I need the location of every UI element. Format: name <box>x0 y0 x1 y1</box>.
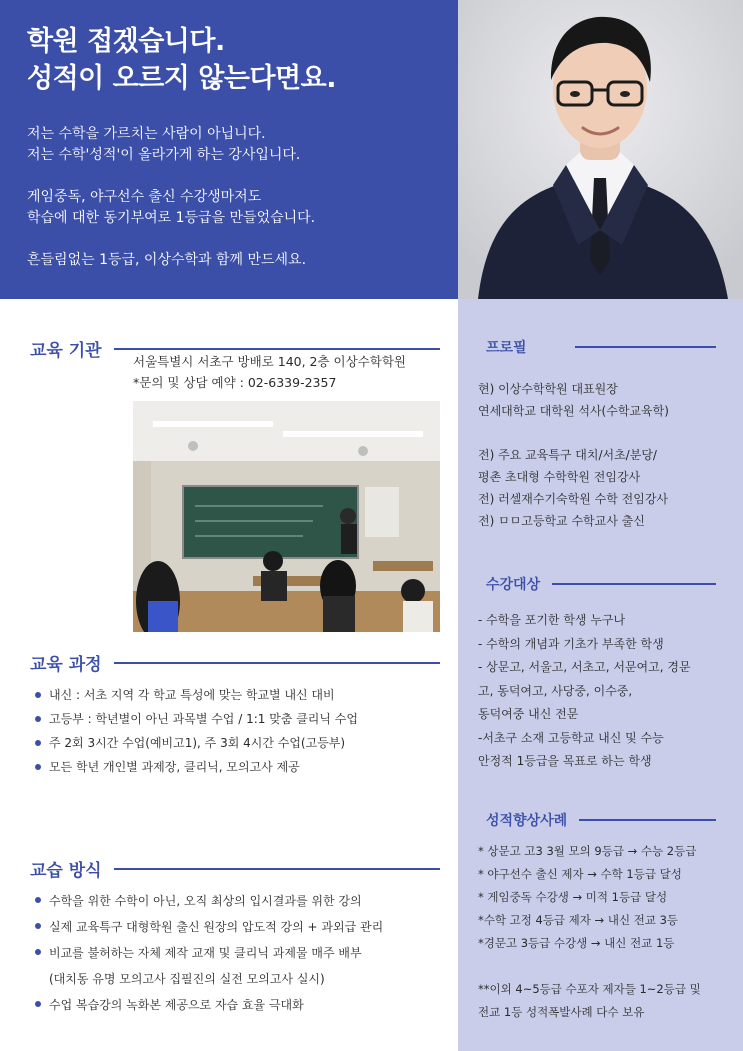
course-item: 주 2회 3시간 수업(예비고1), 주 3회 4시간 수업(고등부) <box>33 731 358 755</box>
classroom-photo <box>133 401 440 632</box>
institution-info <box>133 351 406 393</box>
intro-line: 저는 수학'성적'이 올라가게 하는 강사입니다. <box>27 147 301 163</box>
intro-line: 흔들림없는 1등급, 이상수학과 함께 만드세요. <box>27 252 307 268</box>
cases-text <box>478 840 730 1024</box>
case-line: * 상문고 고3 3월 모의 9등급 → 수능 2등급 <box>478 844 697 858</box>
target-line: - 수학의 개념과 기초가 부족한 학생 <box>478 636 664 651</box>
cases-section-header <box>486 810 716 830</box>
course-item: 모든 학년 개인별 과제장, 클리닉, 모의고사 제공 <box>33 755 358 779</box>
target-line: - 수학을 포기한 학생 누구나 <box>478 613 626 627</box>
divider-line <box>579 819 716 821</box>
case-line: *수학 고정 4등급 제자 → 내신 전교 3등 <box>478 913 679 927</box>
course-title: 교육 과정 <box>30 655 102 675</box>
case-line: 전교 1등 성적폭발사례 다수 보유 <box>478 1005 645 1019</box>
intro-text <box>27 124 315 271</box>
cases-title: 성적향상사례 <box>486 813 568 829</box>
target-line: - 상문고, 서울고, 서초고, 서문여고, 경문 <box>478 660 691 674</box>
contact-text: *문의 및 상담 예약 : 02-6339-2357 <box>133 375 337 390</box>
profile-line: 현) 이상수학학원 대표원장 <box>478 382 618 396</box>
profile-line: 전) 주요 교육특구 대치/서초/분당/ <box>478 448 657 462</box>
headline-line-1: 학원 접겠습니다. <box>27 26 225 57</box>
course-item: 내신 : 서초 지역 각 학교 특성에 맞는 학교별 내신 대비 <box>33 683 358 707</box>
method-item-note: (대치동 유명 모의고사 집필진의 실전 모의고사 실시) <box>49 972 325 986</box>
method-list <box>33 888 383 1018</box>
target-text <box>478 609 730 774</box>
divider-line <box>114 662 440 664</box>
method-title: 교습 방식 <box>30 861 102 881</box>
target-section-header <box>486 574 716 594</box>
target-title: 수강대상 <box>486 577 541 593</box>
course-list <box>33 683 358 779</box>
profile-title: 프로필 <box>486 340 527 356</box>
intro-line: 저는 수학을 가르치는 사람이 아닙니다. <box>27 126 266 142</box>
instructor-photo <box>458 0 743 299</box>
profile-line: 전) ㅁㅁ고등학교 수학교사 출신 <box>478 514 645 528</box>
method-item: 수업 복습강의 녹화본 제공으로 자습 효율 극대화 <box>33 992 383 1018</box>
divider-line <box>114 868 440 870</box>
course-item: 고등부 : 학년별이 아닌 과목별 수업 / 1:1 맞춤 클리닉 수업 <box>33 707 358 731</box>
target-line: 고, 동덕여고, 사당중, 이수중, <box>478 683 633 698</box>
profile-line: 전) 러셀재수기숙학원 수학 전임강사 <box>478 492 669 506</box>
intro-line: 게임중독, 야구선수 출신 수강생마저도 <box>27 189 262 205</box>
address-text: 서울특별시 서초구 방배로 140, 2층 이상수학학원 <box>133 354 407 369</box>
method-item: 비교를 불허하는 자체 제작 교재 및 클리닉 과제물 매주 배부 <box>33 940 383 966</box>
hero-banner <box>0 0 458 299</box>
case-line: *경문고 3등급 수강생 → 내신 전교 1등 <box>478 936 675 950</box>
method-item: 실제 교육특구 대형학원 출신 원장의 압도적 강의 + 과외급 관리 <box>33 914 383 940</box>
headline <box>27 23 336 97</box>
profile-line: 평촌 초대형 수학학원 전임강사 <box>478 470 641 484</box>
course-section-header <box>30 650 440 675</box>
case-line: * 야구선수 출신 제자 → 수학 1등급 달성 <box>478 867 682 881</box>
method-section-header <box>30 856 440 881</box>
headline-line-2: 성적이 오르지 않는다면요. <box>27 63 336 94</box>
case-line: **이외 4~5등급 수포자 제자들 1~2등급 및 <box>478 982 701 996</box>
case-line: * 게임중독 수강생 → 미적 1등급 달성 <box>478 890 668 904</box>
target-line: -서초구 소재 고등학교 내신 및 수능 <box>478 730 664 745</box>
profile-text <box>478 378 730 532</box>
method-item: 수학을 위한 수학이 아닌, 오직 최상의 입시결과를 위한 강의 <box>33 888 383 914</box>
divider-line <box>552 583 716 585</box>
target-line: 동덕여중 내신 전문 <box>478 707 579 721</box>
intro-line: 학습에 대한 동기부여로 1등급을 만들었습니다. <box>27 210 316 226</box>
institution-title: 교육 기관 <box>30 341 102 361</box>
profile-section-header <box>486 337 716 357</box>
divider-line <box>575 346 716 348</box>
profile-line: 연세대학교 대학원 석사(수학교육학) <box>478 404 669 418</box>
divider-line <box>114 348 440 350</box>
target-line: 안정적 1등급을 목표로 하는 학생 <box>478 754 652 768</box>
